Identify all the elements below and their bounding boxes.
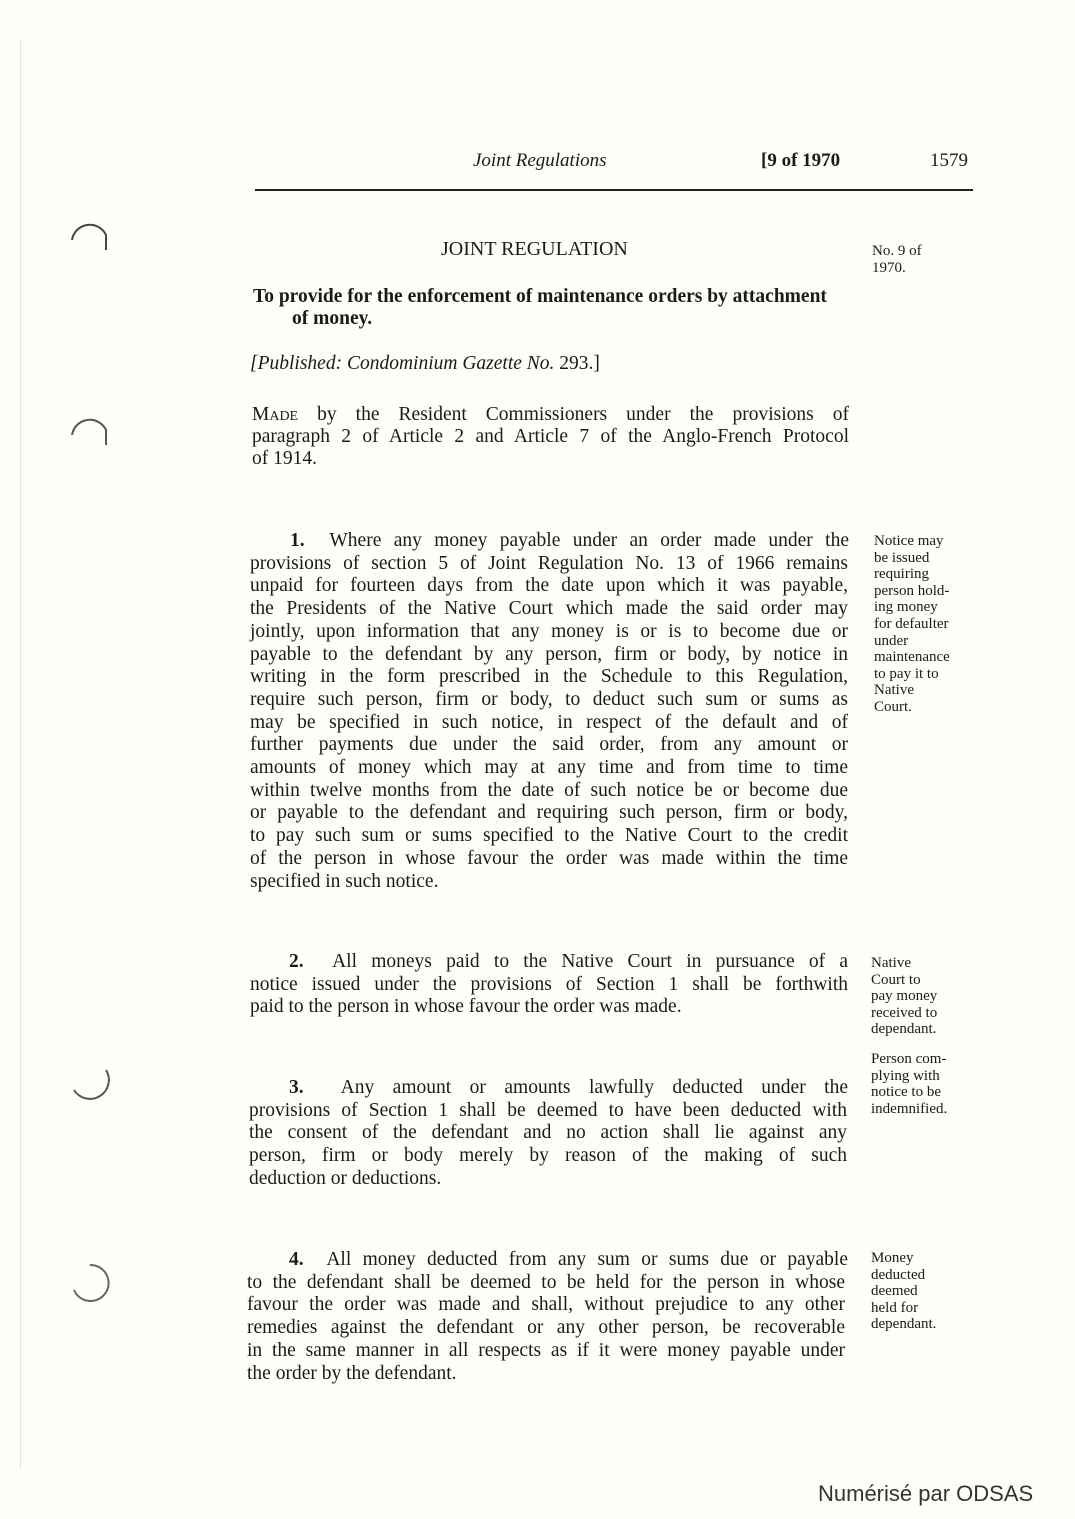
header-rule — [255, 189, 973, 191]
note-line: Court. — [874, 698, 912, 715]
section-line — [289, 950, 848, 973]
note-line: held for — [871, 1299, 919, 1316]
punch-hole-icon — [74, 1265, 109, 1301]
section-number: 3. — [289, 1077, 304, 1098]
note-line: Notice may — [874, 533, 944, 549]
note-line: ing money — [874, 599, 938, 616]
section-line: may be specified in such notice, in respect of the default and of — [250, 711, 848, 733]
note-line: Native — [871, 955, 911, 971]
note-line: for defaulter — [874, 615, 949, 632]
section-number: 4. — [289, 1249, 304, 1270]
note-line: pay money — [871, 988, 938, 1005]
note-line: Court to — [871, 971, 921, 988]
section-line: within twelve months from the date of such notice be or become due — [250, 779, 848, 801]
footer-credit: Numérisé par ODSAS — [818, 1481, 1034, 1506]
margin-note-number — [872, 243, 982, 276]
section-line: notice issued under the provisions of Section 1 shall be forthwith — [250, 973, 848, 995]
margin-note — [871, 1051, 981, 1117]
section-line: provisions of Section 1 shall be deemed to have been deducted with — [249, 1099, 847, 1121]
note-line: indemnified. — [871, 1100, 948, 1117]
published-prefix: [Published: Condominium Gazette No. — [250, 353, 555, 374]
page-number: 1579 — [930, 150, 968, 171]
note-line: dependant. — [871, 1316, 937, 1333]
section-line: payable to the defendant by any person, firm or body, by notice in — [250, 643, 848, 665]
made-word: Made — [252, 404, 299, 425]
note-line: requiring — [874, 566, 929, 583]
section-line — [290, 529, 849, 552]
section-line: require such person, firm or body, to deduct such sum or sums as — [250, 688, 848, 710]
made-line: paragraph 2 of Article 2 and Article 7 of the Anglo-French Protocol — [252, 426, 849, 447]
note-line: Money — [871, 1250, 914, 1266]
section-line: the Presidents of the Native Court which made the said order may — [250, 598, 848, 620]
note-line: deemed — [871, 1283, 918, 1300]
running-title: Joint Regulations — [473, 150, 607, 171]
section-line: writing in the form prescribed in the Schedule to this Regulation, — [250, 666, 848, 688]
section-text: All moneys paid to the Native Court in pursuance of a — [332, 951, 848, 972]
section-line: specified in such notice. — [250, 870, 439, 892]
section-number: 2. — [289, 951, 304, 972]
section-line: amounts of money which may at any time and from time to time — [250, 757, 848, 778]
note-line: be issued — [874, 549, 930, 566]
section-line: the order by the defendant. — [247, 1362, 457, 1384]
section-line — [289, 1076, 848, 1099]
note-line: No. 9 of — [872, 243, 922, 259]
section-line: of the person in whose favour the order was made within the time — [250, 847, 848, 869]
regulation-number: [9 of 1970 — [761, 150, 841, 171]
heading: JOINT REGULATION — [441, 238, 628, 260]
note-line: Native — [874, 682, 914, 699]
note-line: dependant. — [871, 1021, 937, 1038]
note-line: notice to be — [871, 1084, 941, 1101]
published-suffix: 293.] — [554, 353, 600, 374]
section-text: All money deducted from any sum or sums due or payable — [326, 1249, 849, 1270]
section-line: or payable to the defendant and requiring such person, firm or body, — [250, 802, 848, 824]
punch-hole-icon — [74, 1070, 109, 1099]
note-line: plying with — [871, 1067, 940, 1084]
margin-note — [874, 533, 984, 716]
section-line: further payments due under the said order, from any amount or — [250, 734, 848, 756]
note-line: under — [874, 632, 909, 649]
section-line: in the same manner in all respects as if it were money payable under — [247, 1339, 845, 1361]
published-note — [250, 352, 600, 375]
made-text: by the Resident Commissioners under the provisions of — [298, 404, 849, 425]
note-line: received to — [871, 1004, 938, 1021]
section-line: paid to the person in whose favour the order was made. — [250, 996, 682, 1018]
section-line: to the defendant shall be deemed to be held for the person in whose — [247, 1271, 845, 1293]
section-line: provisions of section 5 of Joint Regulation No. 13 of 1966 remains — [250, 552, 848, 574]
note-line: 1970. — [872, 259, 906, 276]
section-line: to pay such sum or sums specified to the Native Court to the credit — [250, 825, 848, 847]
punch-hole-icon — [72, 225, 106, 250]
section-line: deduction or deductions. — [249, 1167, 442, 1189]
section-text: Any amount or amounts lawfully deducted under the — [340, 1077, 849, 1098]
margin-note — [871, 955, 981, 1038]
punch-hole-icon — [72, 420, 106, 445]
note-line: deducted — [871, 1266, 926, 1283]
margin-note — [871, 1250, 981, 1333]
note-line: maintenance — [874, 649, 950, 666]
made-line — [252, 403, 849, 426]
section-line: person, firm or body merely by reason of the making of such — [249, 1145, 847, 1167]
section-line: favour the order was made and shall, without prejudice to any other — [247, 1294, 845, 1316]
section-text: Where any money payable under an order made under the — [329, 530, 850, 551]
section-line — [289, 1248, 848, 1271]
section-number: 1. — [290, 530, 305, 551]
section-line: remedies against the defendant or any other person, be recoverable — [247, 1317, 845, 1339]
section-line: unpaid for fourteen days from the date upon which it was payable, — [250, 575, 848, 597]
note-line: Person com- — [871, 1051, 947, 1067]
title-line: of money. — [292, 308, 373, 329]
page-edge — [20, 40, 21, 1470]
made-line: of 1914. — [252, 448, 317, 469]
title-line: To provide for the enforcement of maintenance orders by attachment — [253, 286, 827, 307]
section-line: the consent of the defendant and no action shall lie against any — [249, 1122, 847, 1144]
note-line: to pay it to — [874, 665, 939, 682]
section-line: jointly, upon information that any money is or is to become due or — [250, 620, 848, 642]
punch-holes — [60, 210, 120, 1310]
note-line: person hold- — [874, 582, 950, 599]
